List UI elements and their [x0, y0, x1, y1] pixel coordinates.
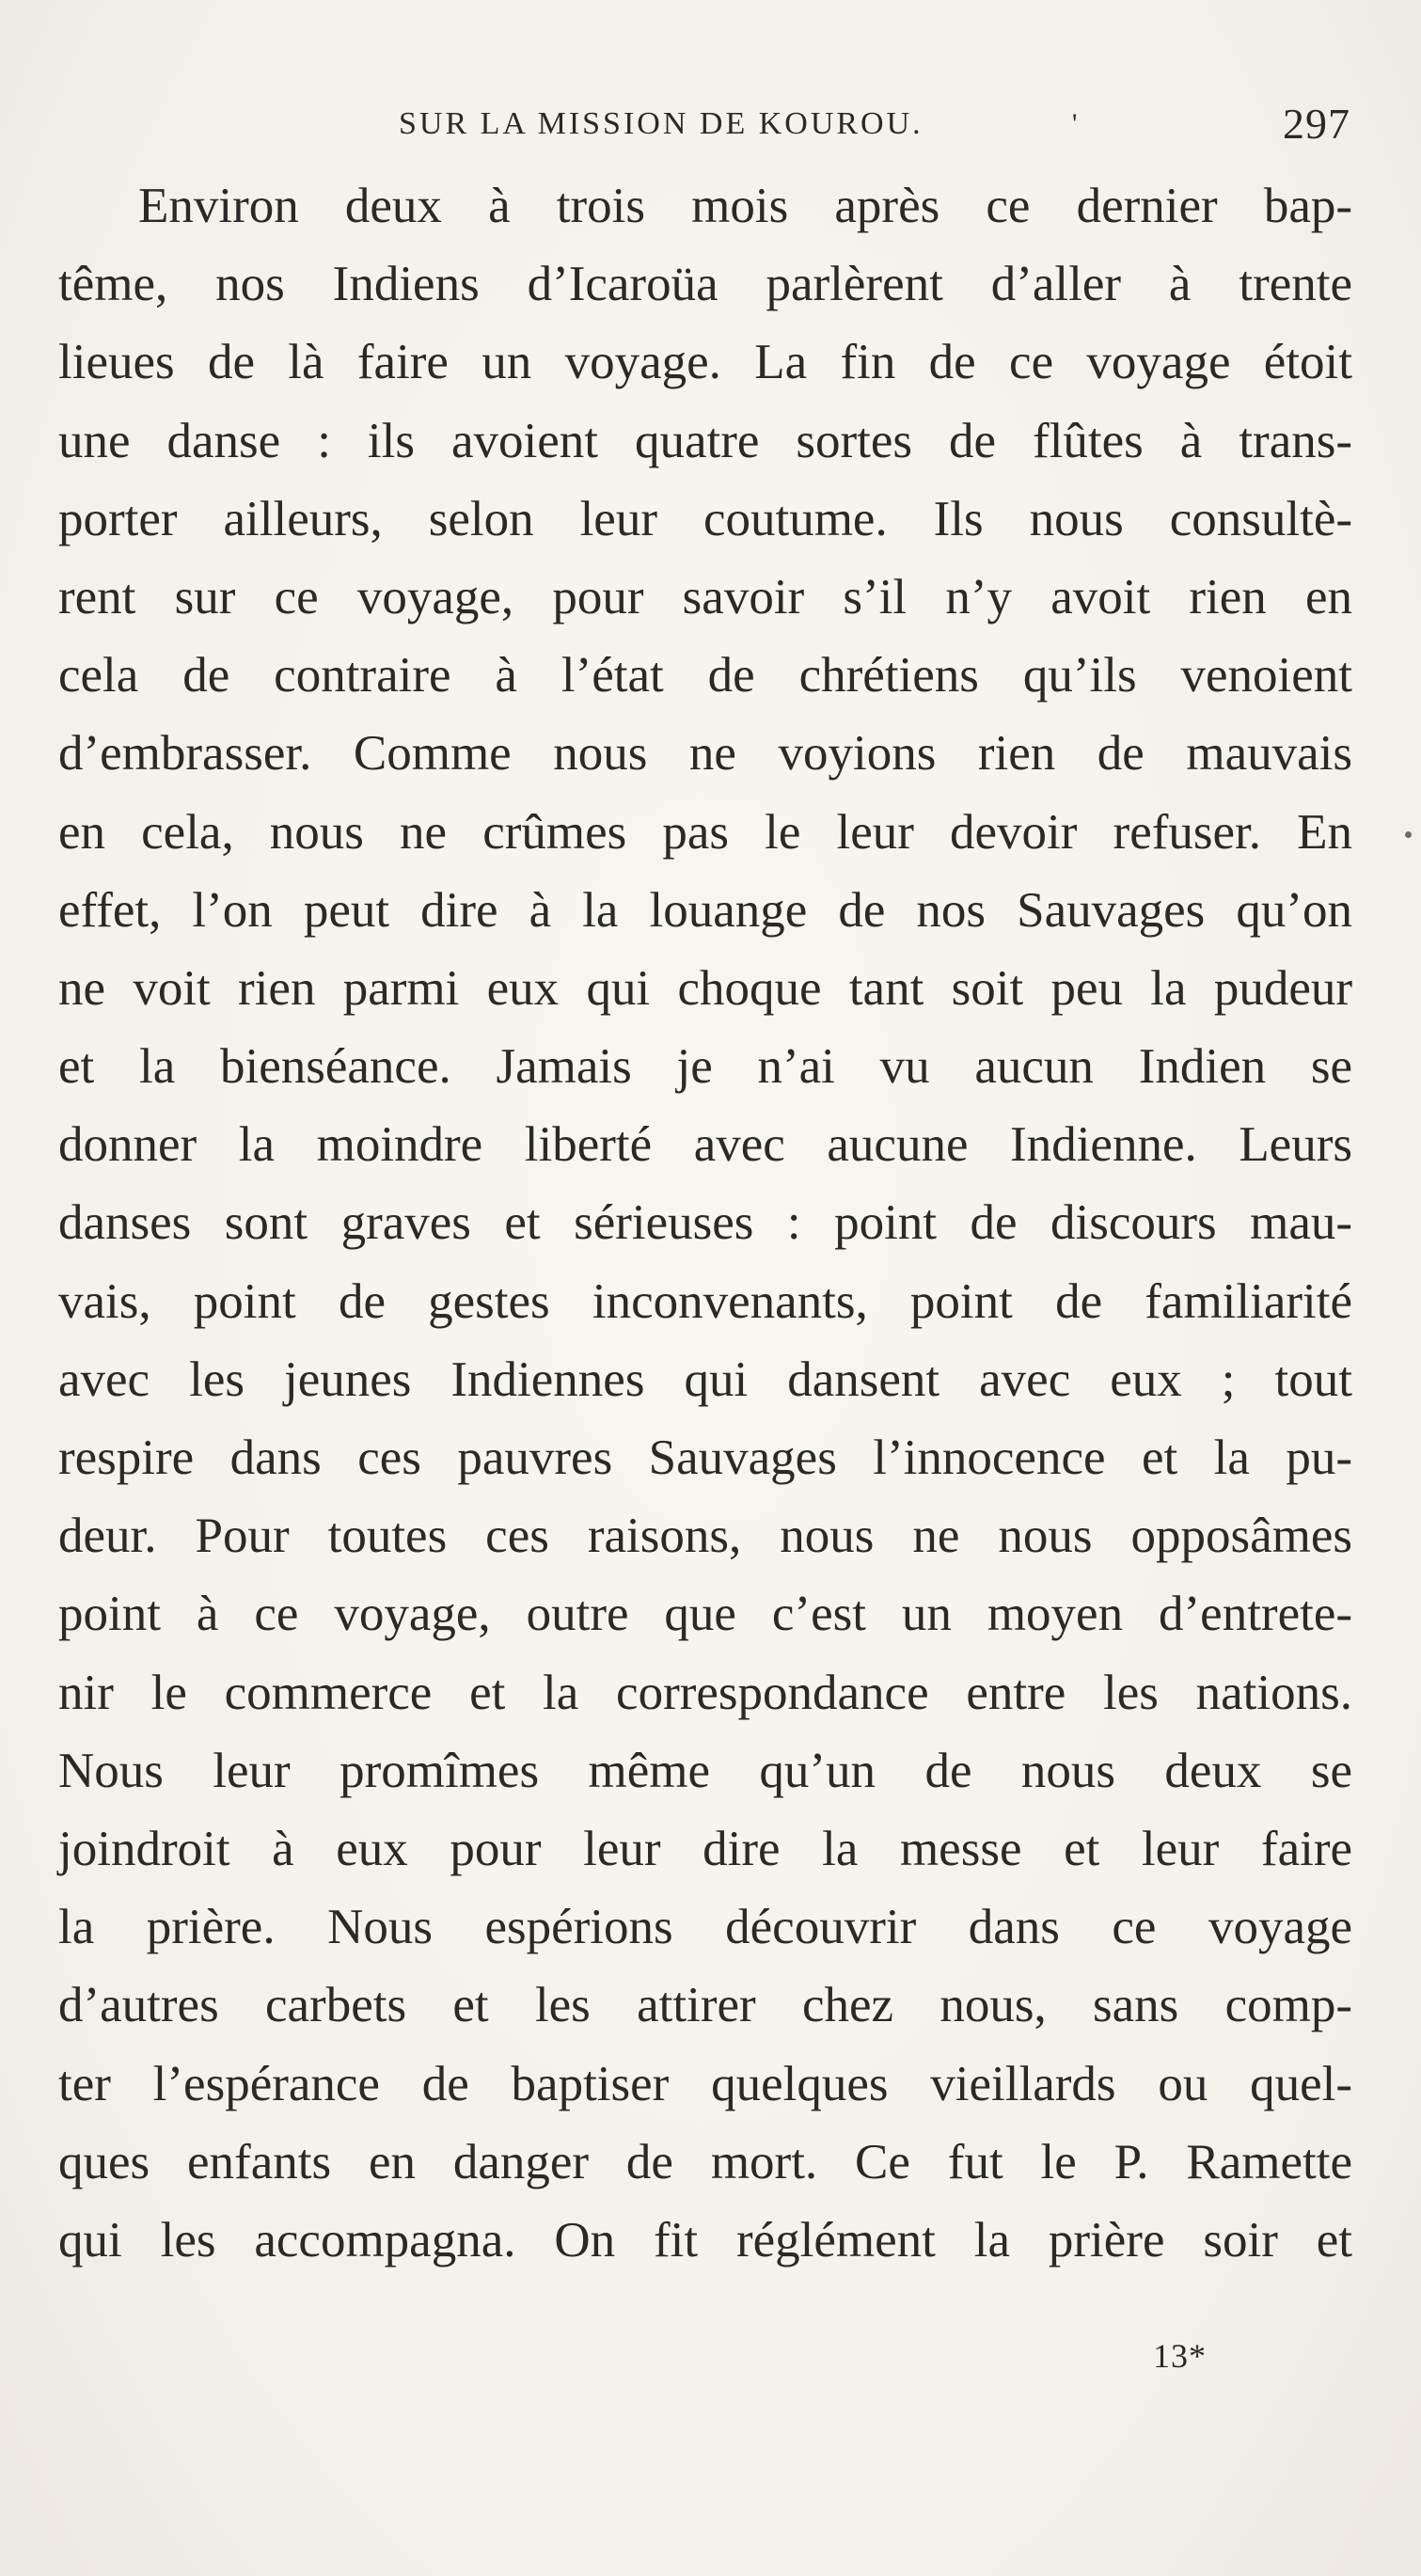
text-line: et la bienséance. Jamais je n’ai vu aucun Indien se: [58, 1039, 1352, 1095]
text-line: Environ deux à trois mois après ce dernier bap-: [138, 179, 1352, 233]
text-line: lieues de là faire un voyage. La fin de ce voyage étoit: [58, 335, 1352, 390]
text-line: porter ailleurs, selon leur coutume. Ils nous consultè-: [58, 491, 1352, 546]
text-line: ques enfants en danger de mort. Ce fut le P. Ramette: [58, 2134, 1352, 2189]
text-line: avec les jeunes Indiennes qui dansent avec eux ; tout: [58, 1351, 1352, 1407]
text-line: tême, nos Indiens d’Icaroüa parlèrent d’aller à trente: [58, 257, 1352, 312]
signature-mark: 13*: [1153, 2337, 1207, 2375]
printer-mark: ': [1072, 108, 1078, 139]
text-line: en cela, nous ne crûmes pas le leur devoir refuser. En: [58, 804, 1352, 860]
text-line: une danse : ils avoient quatre sortes de flûtes à trans-: [58, 413, 1352, 468]
text-line: effet, l’on peut dire à la louange de nos Sauvages qu’on: [58, 882, 1352, 938]
text-line: la prière. Nous espérions découvrir dans ce voyage: [58, 1900, 1352, 1955]
running-head: [399, 96, 1350, 152]
text-line: d’embrasser. Comme nous ne voyions rien de mauvais: [58, 726, 1352, 782]
text-line: respire dans ces pauvres Sauvages l’innocence et la pu-: [58, 1430, 1352, 1485]
text-line: d’autres carbets et les attirer chez nous, sans comp-: [58, 1978, 1352, 2033]
ink-speck: [1405, 831, 1412, 838]
text-line: cela de contraire à l’état de chrétiens qu’ils venoient: [58, 648, 1352, 703]
text-line: donner la moindre liberté avec aucune Indienne. Leurs: [58, 1117, 1352, 1173]
text-line: Nous leur promîmes même qu’un de nous deux se: [58, 1743, 1352, 1798]
text-line: ne voit rien parmi eux qui choque tant soit peu la pudeur: [58, 960, 1352, 1016]
running-title: SUR LA MISSION DE KOUROU.: [399, 106, 924, 141]
text-line: ter l’espérance de baptiser quelques vieillards ou quel-: [58, 2056, 1352, 2111]
text-line: deur. Pour toutes ces raisons, nous ne nous opposâmes: [58, 1509, 1352, 1564]
text-line: nir le commerce et la correspondance entre les nations.: [58, 1665, 1352, 1720]
text-line: joindroit à eux pour leur dire la messe et leur faire: [58, 1821, 1352, 1876]
text-line: rent sur ce voyage, pour savoir s’il n’y avoit rien en: [58, 569, 1352, 624]
text-line: danses sont graves et sérieuses : point de discours mau-: [58, 1195, 1352, 1251]
text-line: point à ce voyage, outre que c’est un moyen d’entrete-: [58, 1587, 1352, 1642]
text-line: vais, point de gestes inconvenants, point de familiarité: [58, 1273, 1352, 1329]
page-number: 297: [1283, 100, 1350, 148]
body-text: [58, 167, 1352, 2280]
text-line: qui les accompagna. On fit réglément la prière soir et: [58, 2212, 1352, 2268]
